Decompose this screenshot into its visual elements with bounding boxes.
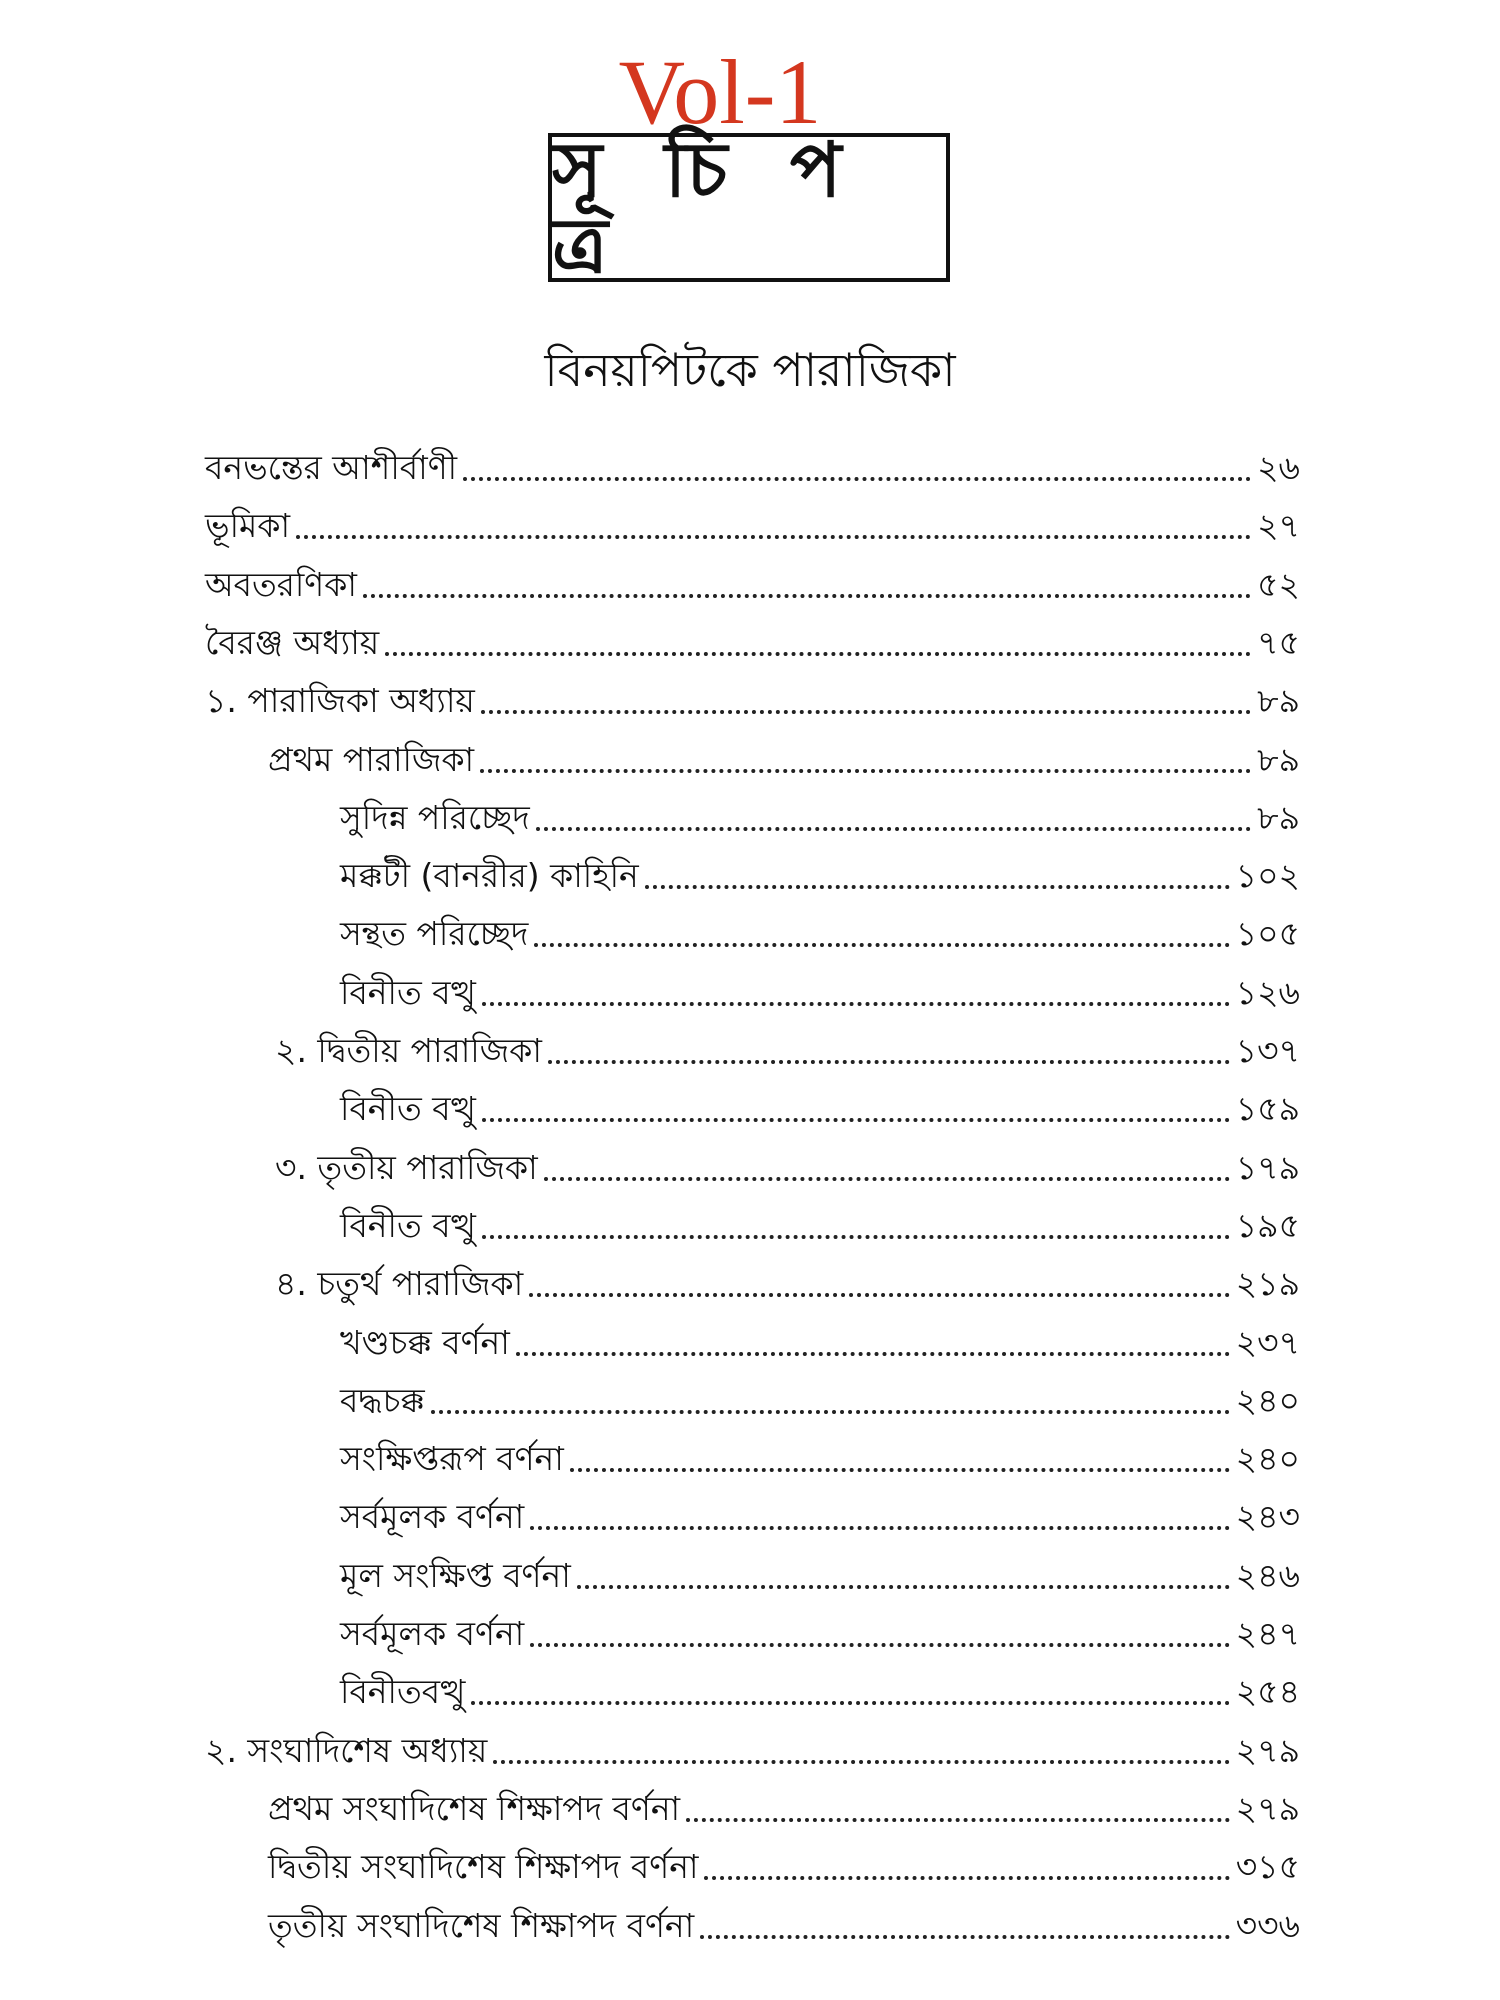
toc-entry-title: প্রথম সংঘাদিশেষ শিক্ষাপদ বর্ণনা bbox=[268, 1788, 681, 1828]
toc-entry-page: ২৪৬ bbox=[1235, 1555, 1300, 1595]
toc-entry-page: ১২৬ bbox=[1235, 972, 1300, 1012]
dot-leader bbox=[471, 1701, 1229, 1705]
toc-entry-page: ২৪০ bbox=[1235, 1439, 1300, 1479]
dot-leader bbox=[385, 652, 1251, 656]
toc-entry-title: বিনীত বত্থু bbox=[340, 1089, 476, 1129]
toc-entry bbox=[268, 1890, 1300, 1948]
toc-entry-title: ২. দ্বিতীয় পারাজিকা bbox=[275, 1031, 542, 1070]
toc-entry-page: ৫২ bbox=[1257, 564, 1300, 604]
dot-leader bbox=[296, 535, 1251, 539]
dot-leader bbox=[700, 1935, 1229, 1939]
book-subtitle: বিনয়পিটকে পারাজিকা bbox=[544, 343, 956, 397]
toc-entry bbox=[340, 898, 1300, 956]
toc-entry bbox=[340, 840, 1300, 898]
toc-entry-page: ১০২ bbox=[1235, 856, 1300, 896]
toc-entry-page: ২৭৯ bbox=[1235, 1730, 1300, 1770]
toc-entry bbox=[340, 1540, 1300, 1598]
dot-leader bbox=[480, 769, 1251, 773]
toc-entry bbox=[205, 1715, 1300, 1773]
dot-leader bbox=[536, 827, 1251, 831]
toc-entry-title: অবতরণিকা bbox=[205, 564, 357, 604]
toc-entry-page: ২৪৩ bbox=[1235, 1497, 1300, 1537]
dot-leader bbox=[482, 1118, 1230, 1122]
toc-entry-page: ৩৩৬ bbox=[1235, 1905, 1300, 1945]
toc-entry-page: ১৫৯ bbox=[1235, 1089, 1300, 1129]
dot-leader bbox=[481, 710, 1251, 714]
toc-entry-title: বিনীত বত্থু bbox=[340, 972, 476, 1012]
toc-entry-page: ৮৯ bbox=[1257, 739, 1300, 779]
toc-entry-title: সর্বমূলক বর্ণনা bbox=[340, 1614, 525, 1653]
toc-entry-page: ২৫৪ bbox=[1235, 1672, 1300, 1712]
toc-entry-title: বনভন্তের আশীর্বাণী bbox=[205, 448, 458, 487]
toc-entry bbox=[205, 432, 1300, 490]
dot-leader bbox=[686, 1818, 1230, 1822]
title-box bbox=[548, 124, 950, 290]
toc-entry-page: ১৭৯ bbox=[1235, 1147, 1300, 1187]
toc-entry-page: ৭৫ bbox=[1257, 622, 1300, 662]
dot-leader bbox=[577, 1585, 1230, 1589]
toc-entry-page: ২৪০ bbox=[1235, 1380, 1300, 1420]
toc-entry-title: সন্থত পরিচ্ছেদ bbox=[340, 914, 529, 954]
toc-entry bbox=[340, 1481, 1300, 1539]
dot-leader bbox=[363, 594, 1251, 598]
toc-entry bbox=[275, 1132, 1300, 1190]
toc-entry-page: ২৭৯ bbox=[1235, 1788, 1300, 1828]
toc-entry-page: ২৪৭ bbox=[1235, 1614, 1300, 1653]
dot-leader bbox=[431, 1410, 1230, 1414]
toc-entry bbox=[205, 665, 1300, 723]
toc-entry-title: বদ্ধচক্ক bbox=[340, 1380, 425, 1420]
toc-entry bbox=[205, 607, 1300, 665]
toc-entry-title: ২. সংঘাদিশেষ অধ্যায় bbox=[205, 1730, 488, 1770]
dot-leader bbox=[645, 885, 1230, 889]
toc-entry bbox=[340, 957, 1300, 1015]
toc-entry bbox=[275, 1248, 1300, 1306]
toc-entry-title: দ্বিতীয় সংঘাদিশেষ শিক্ষাপদ বর্ণনা bbox=[268, 1847, 699, 1887]
toc-entry-title: সর্বমূলক বর্ণনা bbox=[340, 1497, 525, 1537]
toc-entry-page: ২১৯ bbox=[1235, 1264, 1300, 1304]
toc-entry-title: তৃতীয় সংঘাদিশেষ শিক্ষাপদ বর্ণনা bbox=[268, 1905, 695, 1945]
toc-entry bbox=[268, 1773, 1300, 1831]
dot-leader bbox=[482, 1235, 1230, 1239]
toc-entry-page: ২৭ bbox=[1257, 506, 1300, 546]
page-title: সূ চি প ত্র bbox=[552, 124, 860, 290]
dot-leader bbox=[544, 1177, 1230, 1181]
dot-leader bbox=[548, 1060, 1230, 1064]
toc-entry-title: বিনীতবত্থু bbox=[340, 1672, 466, 1712]
toc-entry-page: ১০৫ bbox=[1235, 914, 1300, 954]
toc-entry-page: ২৩৭ bbox=[1235, 1322, 1300, 1362]
toc-entry bbox=[275, 1015, 1300, 1073]
toc-entry-title: মূল সংক্ষিপ্ত বর্ণনা bbox=[340, 1555, 571, 1595]
toc-entry bbox=[268, 724, 1300, 782]
dot-leader bbox=[493, 1760, 1229, 1764]
volume-label: Vol-1 bbox=[618, 41, 822, 143]
toc-entry bbox=[205, 549, 1300, 607]
toc-entry-title: খণ্ডচক্ক বর্ণনা bbox=[340, 1322, 510, 1362]
toc-entry-page: ১৯৫ bbox=[1235, 1205, 1300, 1245]
toc-entry-title: ৪. চতুর্থ পারাজিকা bbox=[275, 1264, 524, 1304]
dot-leader bbox=[530, 1643, 1229, 1647]
dot-leader bbox=[534, 943, 1229, 947]
dot-leader bbox=[463, 477, 1251, 481]
dot-leader bbox=[704, 1876, 1229, 1880]
toc-entry bbox=[340, 1598, 1300, 1656]
dot-leader bbox=[570, 1468, 1230, 1472]
dot-leader bbox=[516, 1352, 1230, 1356]
dot-leader bbox=[530, 1526, 1229, 1530]
toc-entry-title: বিনীত বত্থু bbox=[340, 1205, 476, 1245]
dot-leader bbox=[482, 1002, 1230, 1006]
toc-entry bbox=[205, 490, 1300, 548]
toc-entry-page: ২৬ bbox=[1257, 448, 1300, 487]
toc-entry-title: সুদিন্ন পরিচ্ছেদ bbox=[340, 797, 530, 837]
toc-entry bbox=[340, 1365, 1300, 1423]
toc-entry-title: সংক্ষিপ্তরূপ বর্ণনা bbox=[340, 1439, 564, 1479]
toc-entry-title: প্রথম পারাজিকা bbox=[268, 739, 475, 779]
toc-entry bbox=[340, 1190, 1300, 1248]
toc-entry-title: ৩. তৃতীয় পারাজিকা bbox=[275, 1147, 538, 1187]
toc-entry bbox=[340, 782, 1300, 840]
toc-entry-title: ভূমিকা bbox=[205, 506, 291, 546]
toc-entry bbox=[340, 1307, 1300, 1365]
toc-entry-page: ৮৯ bbox=[1257, 797, 1300, 837]
dot-leader bbox=[529, 1293, 1230, 1297]
toc-entry-title: বৈরঞ্জ অধ্যায় bbox=[205, 622, 380, 662]
toc-entry-title: মক্কটী (বানরীর) কাহিনি bbox=[340, 856, 639, 896]
toc-entry bbox=[340, 1656, 1300, 1714]
toc-entry bbox=[340, 1073, 1300, 1131]
toc-entry-page: ১৩৭ bbox=[1235, 1031, 1300, 1070]
toc-entry-title: ১. পারাজিকা অধ্যায় bbox=[205, 681, 475, 721]
toc-entry bbox=[268, 1831, 1300, 1889]
toc-entry-page: ৩১৫ bbox=[1235, 1847, 1300, 1887]
toc-entry-page: ৮৯ bbox=[1257, 681, 1300, 721]
toc-entry bbox=[340, 1423, 1300, 1481]
